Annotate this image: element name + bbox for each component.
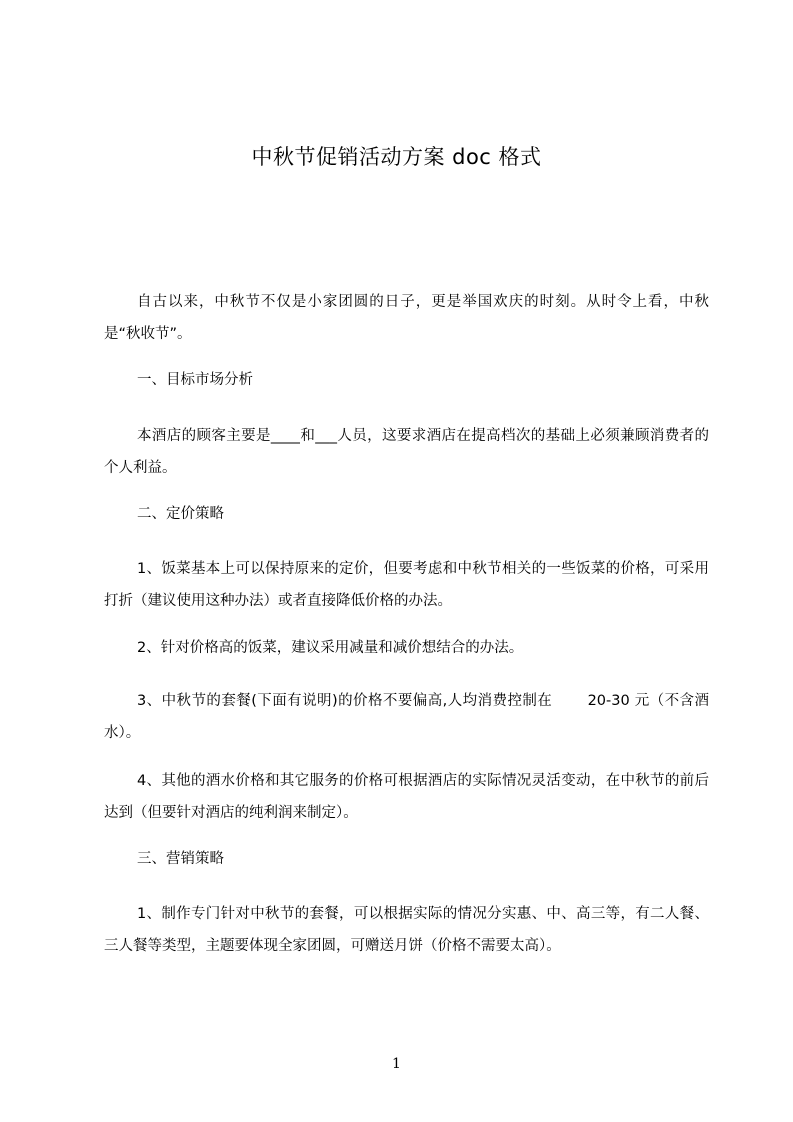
document-title: 中秋节促销活动方案 doc 格式 <box>251 145 542 169</box>
pricing-item-2: 2、针对价格高的饭菜，建议采用减量和减价想结合的办法。 <box>137 640 524 656</box>
pricing-item-1: 1、饭菜基本上可以保持原来的定价，但要考虑和中秋节相关的一些饭菜的价格，可采用打折（建议使用这种办法）或者直接降低价格的办法。 <box>104 561 709 609</box>
section-heading-target-market: 一、目标市场分析 <box>137 372 253 388</box>
pricing-item-4: 4、其他的酒水价格和其它服务的价格可根据酒店的实际情况灵活变动，在中秋节的前后达到（但要针对酒店的纯利润来制定）。 <box>104 773 709 821</box>
marketing-item-1: 1、制作专门针对中秋节的套餐，可以根据实际的情况分实惠、中、高三等，有二人餐、三人餐等类型，主题要体现全家团圆，可赠送月饼（价格不需要太高）。 <box>104 906 709 954</box>
pricing-item-3: 3、中秋节的套餐(下面有说明)的价格不要偏高,人均消费控制在 20-30 元（不含酒水）。 <box>104 693 709 741</box>
intro-paragraph: 自古以来，中秋节不仅是小家团圆的日子，更是举国欢庆的时刻。从时令上看，中秋是“秋收节”。 <box>104 294 709 342</box>
page-number: 1 <box>392 1056 401 1072</box>
section-heading-marketing: 三、营销策略 <box>137 851 224 867</box>
section-heading-pricing: 二、定价策略 <box>137 506 224 522</box>
target-market-paragraph: 本酒店的顾客主要是____和___人员，这要求酒店在提高档次的基础上必须兼顾消费者的个人利益。 <box>104 428 709 476</box>
